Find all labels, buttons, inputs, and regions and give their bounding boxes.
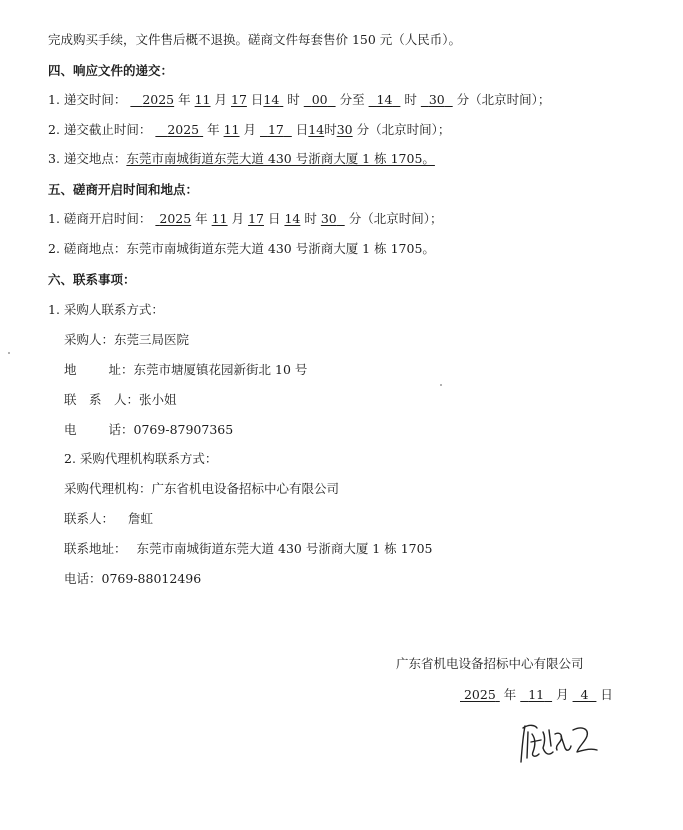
- agency-address-line: [64, 541, 433, 557]
- buyer-phone-label-2: 话：: [108, 422, 134, 437]
- submit-day-unit: 日: [250, 92, 264, 107]
- open-hour-unit: 时: [304, 211, 317, 226]
- open-time-line: [48, 211, 442, 227]
- buyer-address-label-2: 址：: [108, 362, 134, 377]
- section5-title: 五、磋商开启时间和地点：: [48, 182, 199, 197]
- submit-end-hour: 14: [376, 92, 393, 107]
- open-day: 17: [248, 211, 264, 226]
- agency-name: 广东省机电设备招标中心有限公司: [151, 481, 340, 496]
- deadline-label: 2. 递交截止时间：: [48, 122, 152, 137]
- buyer-phone: 0769-87907365: [133, 422, 234, 437]
- submit-year-unit: 年: [178, 92, 191, 107]
- submit-place-value: 东莞市南城街道东莞大道 430 号浙商大厦 1 栋 1705。: [126, 151, 435, 166]
- deadline-year-unit: 年: [207, 122, 220, 137]
- agency-address: 东莞市南城街道东莞大道 430 号浙商大厦 1 栋 1705: [136, 541, 433, 556]
- open-place-value: 东莞市南城街道东莞大道 430 号浙商大厦 1 栋 1705。: [126, 241, 435, 256]
- submit-time-label: 1. 递交时间：: [48, 92, 127, 107]
- deadline-suffix: 分（北京时间）；: [356, 122, 451, 137]
- agency-contact-label: 联系人：: [64, 511, 115, 526]
- deadline-month: 11: [223, 122, 240, 137]
- submit-time-line: [48, 92, 550, 108]
- deadline-day-unit: 日: [295, 122, 309, 137]
- footer-year: 2025: [463, 687, 496, 702]
- section6-title: 六、联系事项：: [48, 272, 136, 287]
- agency-name-line: [64, 481, 339, 497]
- submit-day: 17: [231, 92, 247, 107]
- footer-company: 广东省机电设备招标中心有限公司: [396, 656, 584, 671]
- deadline-month-unit: 月: [243, 122, 256, 137]
- deadline-hour-unit: 时: [324, 122, 337, 137]
- deadline-line: [48, 122, 450, 138]
- agency-heading: 2. 采购代理机构联系方式：: [64, 451, 218, 466]
- buyer-name: 东莞三局医院: [114, 332, 190, 347]
- scan-speck: [440, 384, 442, 386]
- submit-hour-unit: 时: [287, 92, 300, 107]
- submit-place-line: [48, 151, 435, 167]
- footer-day-unit: 日: [600, 687, 613, 702]
- agency-phone: 0769-88012496: [101, 571, 202, 586]
- footer-day: 4: [580, 687, 589, 702]
- section4-title: 四、响应文件的递交：: [48, 63, 174, 78]
- deadline-year: 2025: [167, 122, 200, 137]
- open-year-unit: 年: [195, 211, 208, 226]
- submit-year: 2025: [142, 92, 175, 107]
- open-month: 11: [211, 211, 228, 226]
- deadline-hour: 14: [308, 122, 325, 137]
- open-minute: 30: [320, 211, 337, 226]
- open-month-unit: 月: [231, 211, 245, 226]
- footer-month-unit: 月: [556, 687, 569, 702]
- open-time-label: 1. 磋商开启时间：: [48, 211, 152, 226]
- footer-month: 11: [528, 687, 545, 702]
- buyer-heading: 1. 采购人联系方式：: [48, 302, 164, 317]
- buyer-address: 东莞市塘厦镇花园新街北 10 号: [133, 362, 308, 377]
- deadline-minute: 30: [336, 122, 353, 137]
- footer-year-unit: 年: [503, 687, 517, 702]
- agency-phone-line: [64, 571, 201, 587]
- submit-place-label: 3. 递交地点：: [48, 151, 127, 166]
- buyer-contact-label: 联 系 人：: [64, 392, 140, 407]
- agency-contact: 詹虹: [128, 511, 154, 526]
- submit-minute-unit: 分至: [339, 92, 365, 107]
- buyer-contact: 张小姐: [139, 392, 177, 407]
- open-place-line: [48, 241, 435, 257]
- open-year: 2025: [159, 211, 192, 226]
- purchase-line: 完成购买手续，文件售后概不退换。磋商文件每套售价 150 元（人民币）。: [48, 32, 462, 47]
- open-hour: 14: [284, 211, 301, 226]
- buyer-phone-label-1: 电: [64, 422, 77, 437]
- submit-month: 11: [194, 92, 211, 107]
- agency-contact-line: [64, 511, 153, 527]
- buyer-name-line: [64, 332, 189, 348]
- open-place-label: 2. 磋商地点：: [48, 241, 127, 256]
- buyer-name-label: 采购人：: [64, 332, 115, 347]
- agency-address-label: 联系地址：: [64, 541, 127, 556]
- submit-hour: 14: [263, 92, 280, 107]
- handwritten-signature: [515, 718, 605, 770]
- agency-phone-label: 电话：: [64, 571, 102, 586]
- submit-suffix: 分（北京时间）；: [456, 92, 551, 107]
- deadline-day: 17: [267, 122, 284, 137]
- buyer-contact-line: [64, 392, 177, 408]
- scan-speck: [8, 352, 10, 354]
- buyer-address-line: [64, 362, 307, 378]
- agency-name-label: 采购代理机构：: [64, 481, 152, 496]
- submit-minute: 00: [311, 92, 328, 107]
- buyer-address-label-1: 地: [64, 362, 77, 377]
- open-suffix: 分（北京时间）；: [348, 211, 443, 226]
- open-day-unit: 日: [267, 211, 281, 226]
- buyer-phone-line: [64, 422, 233, 438]
- submit-end-hour-unit: 时: [404, 92, 417, 107]
- submit-month-unit: 月: [214, 92, 228, 107]
- footer-date-line: [460, 687, 613, 703]
- submit-end-minute: 30: [428, 92, 445, 107]
